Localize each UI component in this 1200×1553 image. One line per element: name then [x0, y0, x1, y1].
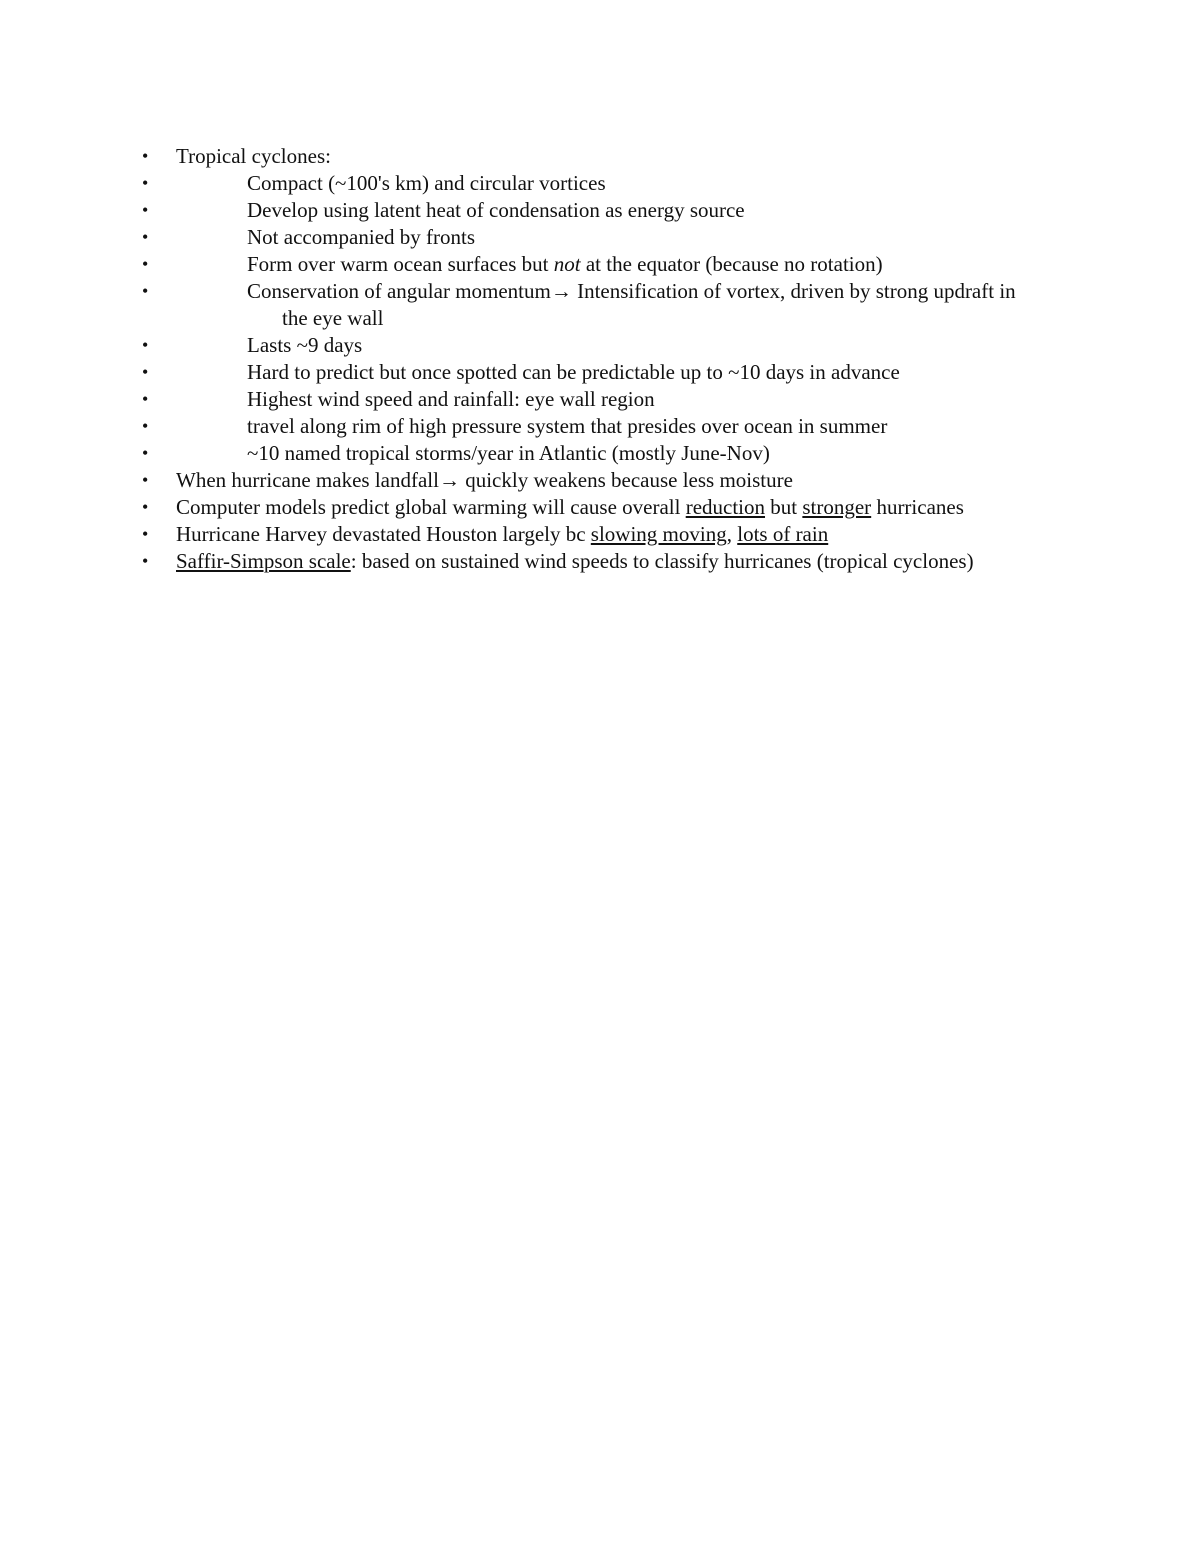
list-item-text: When hurricane makes landfall→ quickly weakens because less moisture — [176, 468, 793, 492]
text-segment: Computer models predict global warming will cause overall — [176, 495, 686, 519]
bullet: • — [142, 362, 149, 382]
list-item — [0, 224, 1200, 251]
list-item-text: Hard to predict but once spotted can be predictable up to ~10 days in advance — [247, 360, 900, 384]
list-item — [0, 494, 1200, 521]
bullet: • — [142, 524, 149, 544]
text-segment: hurricanes — [871, 495, 964, 519]
list-item-text — [247, 251, 1032, 278]
underlined-text: Saffir-Simpson scale — [176, 549, 351, 573]
list-item — [0, 251, 1200, 278]
text-segment: at the equator (because no rotation) — [580, 252, 883, 276]
underlined-text: lots of rain — [737, 522, 829, 546]
list-item-text — [176, 548, 1032, 575]
bullet: • — [142, 443, 149, 463]
notes-list — [0, 143, 1200, 575]
list-item — [0, 413, 1200, 440]
list-item — [0, 332, 1200, 359]
list-item-text — [176, 521, 1032, 548]
list-item-text: Lasts ~9 days — [247, 333, 363, 357]
bullet: • — [142, 173, 149, 193]
bullet: • — [142, 389, 149, 409]
text-segment: but — [765, 495, 803, 519]
list-item-text — [176, 494, 1032, 521]
list-item-text: Highest wind speed and rainfall: eye wall region — [247, 387, 655, 411]
bullet: • — [142, 335, 149, 355]
list-item — [0, 440, 1200, 467]
bullet: • — [142, 497, 149, 517]
text-segment: Form over warm ocean surfaces but — [247, 252, 554, 276]
list-item-text: travel along rim of high pressure system that presides over ocean in summer — [247, 414, 888, 438]
bullet: • — [142, 254, 149, 274]
underlined-text: reduction — [685, 495, 766, 519]
list-item — [0, 197, 1200, 224]
list-item-text: Not accompanied by fronts — [247, 225, 476, 249]
list-item-text: Compact (~100's km) and circular vortices — [247, 171, 606, 195]
text-segment: Hurricane Harvey devastated Houston largely bc — [176, 522, 591, 546]
list-item — [0, 170, 1200, 197]
bullet: • — [142, 416, 149, 436]
text-segment: : based on sustained wind speeds to classify hurricanes (tropical cyclones) — [350, 549, 974, 573]
bullet: • — [142, 281, 149, 301]
list-item — [0, 278, 1200, 332]
bullet: • — [142, 146, 149, 166]
list-item — [0, 548, 1200, 575]
underlined-text: stronger — [802, 495, 872, 519]
list-item-text: Conservation of angular momentum→ Intensification of vortex, driven by strong updraft in the eye wall — [247, 279, 1016, 330]
list-item — [0, 143, 1200, 170]
emphasized-text: not — [553, 252, 581, 276]
bullet: • — [142, 551, 149, 571]
bullet: • — [142, 470, 149, 490]
text-segment: , — [726, 522, 738, 546]
list-item-text: Develop using latent heat of condensation as energy source — [247, 198, 745, 222]
list-item — [0, 386, 1200, 413]
underlined-text: slowing moving — [590, 522, 727, 546]
bullet: • — [142, 200, 149, 220]
list-item-text: Tropical cyclones: — [176, 144, 331, 168]
list-item-text: ~10 named tropical storms/year in Atlantic (mostly June-Nov) — [247, 441, 770, 465]
list-item — [0, 521, 1200, 548]
list-item — [0, 359, 1200, 386]
list-item — [0, 467, 1200, 494]
bullet: • — [142, 227, 149, 247]
